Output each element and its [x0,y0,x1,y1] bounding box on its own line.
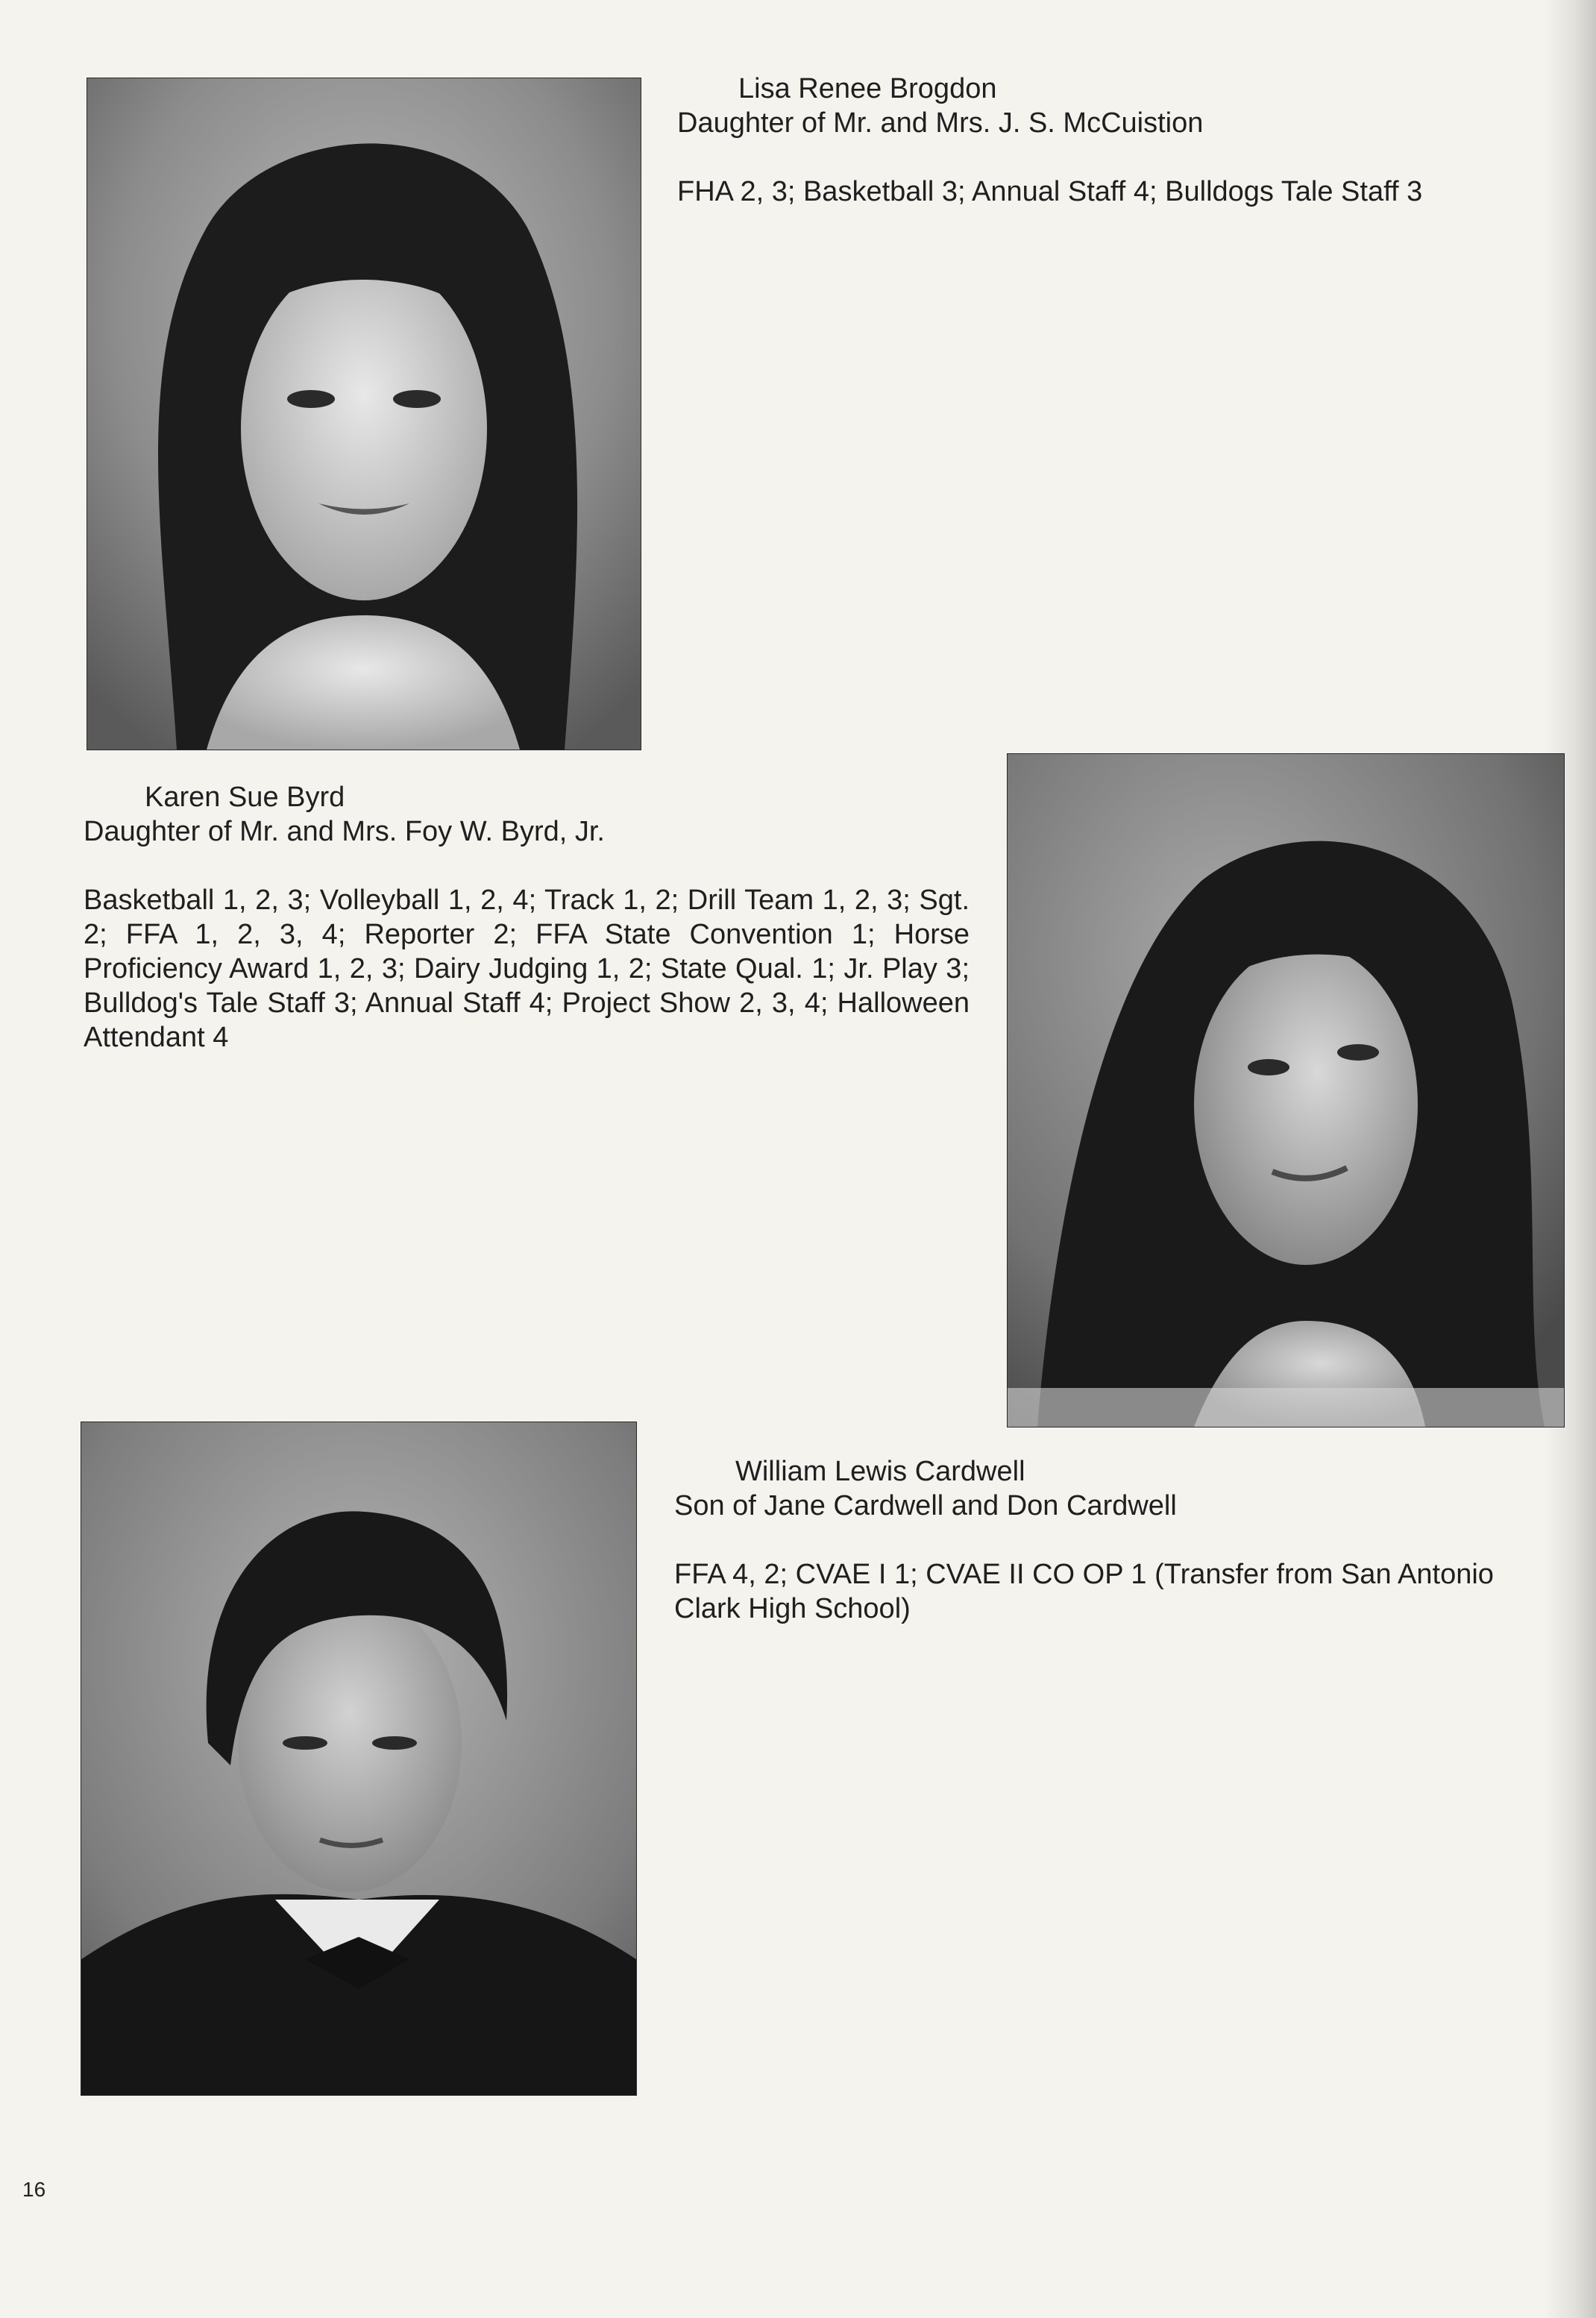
student-entry-karen [84,780,970,1055]
student-parents: Daughter of Mr. and Mrs. J. S. McCuistion [677,107,1204,139]
portrait-photo-karen [1007,753,1565,1427]
student-activities: FHA 2, 3; Basketball 3; Annual Staff 4; Bulldogs Tale Staff 3 [677,176,1423,207]
page-number: 16 [22,2178,46,2201]
student-activities: FFA 4, 2; CVAE I 1; CVAE II CO OP 1 (Transfer from San Antonio Clark High School) [674,1559,1494,1624]
student-parents: Daughter of Mr. and Mrs. Foy W. Byrd, Jr. [84,816,605,847]
portrait-photo-lisa [87,78,641,750]
student-entry-lisa [677,72,1542,209]
student-name: Karen Sue Byrd [145,782,345,813]
student-parents: Son of Jane Cardwell and Don Cardwell [674,1490,1177,1521]
portrait-photo-william [81,1422,637,2096]
student-name: Lisa Renee Brogdon [738,73,997,104]
student-name: William Lewis Cardwell [735,1456,1025,1487]
student-entry-william [674,1454,1566,1626]
student-activities: Basketball 1, 2, 3; Volleyball 1, 2, 4; Track 1, 2; Drill Team 1, 2, 3; Sgt. 2; FFA 1, 2, 3, 4; Reporter 2; FFA State Convention 1; Horse Proficiency Award 1, 2, 3; Dairy Judging 1, 2; State Qual. 1; Jr. Play 3; Bulldog's Tale Staff 3; Annual Staff 4; Project Show 2, 3, 4; Halloween Attendant 4 [84,885,970,1053]
